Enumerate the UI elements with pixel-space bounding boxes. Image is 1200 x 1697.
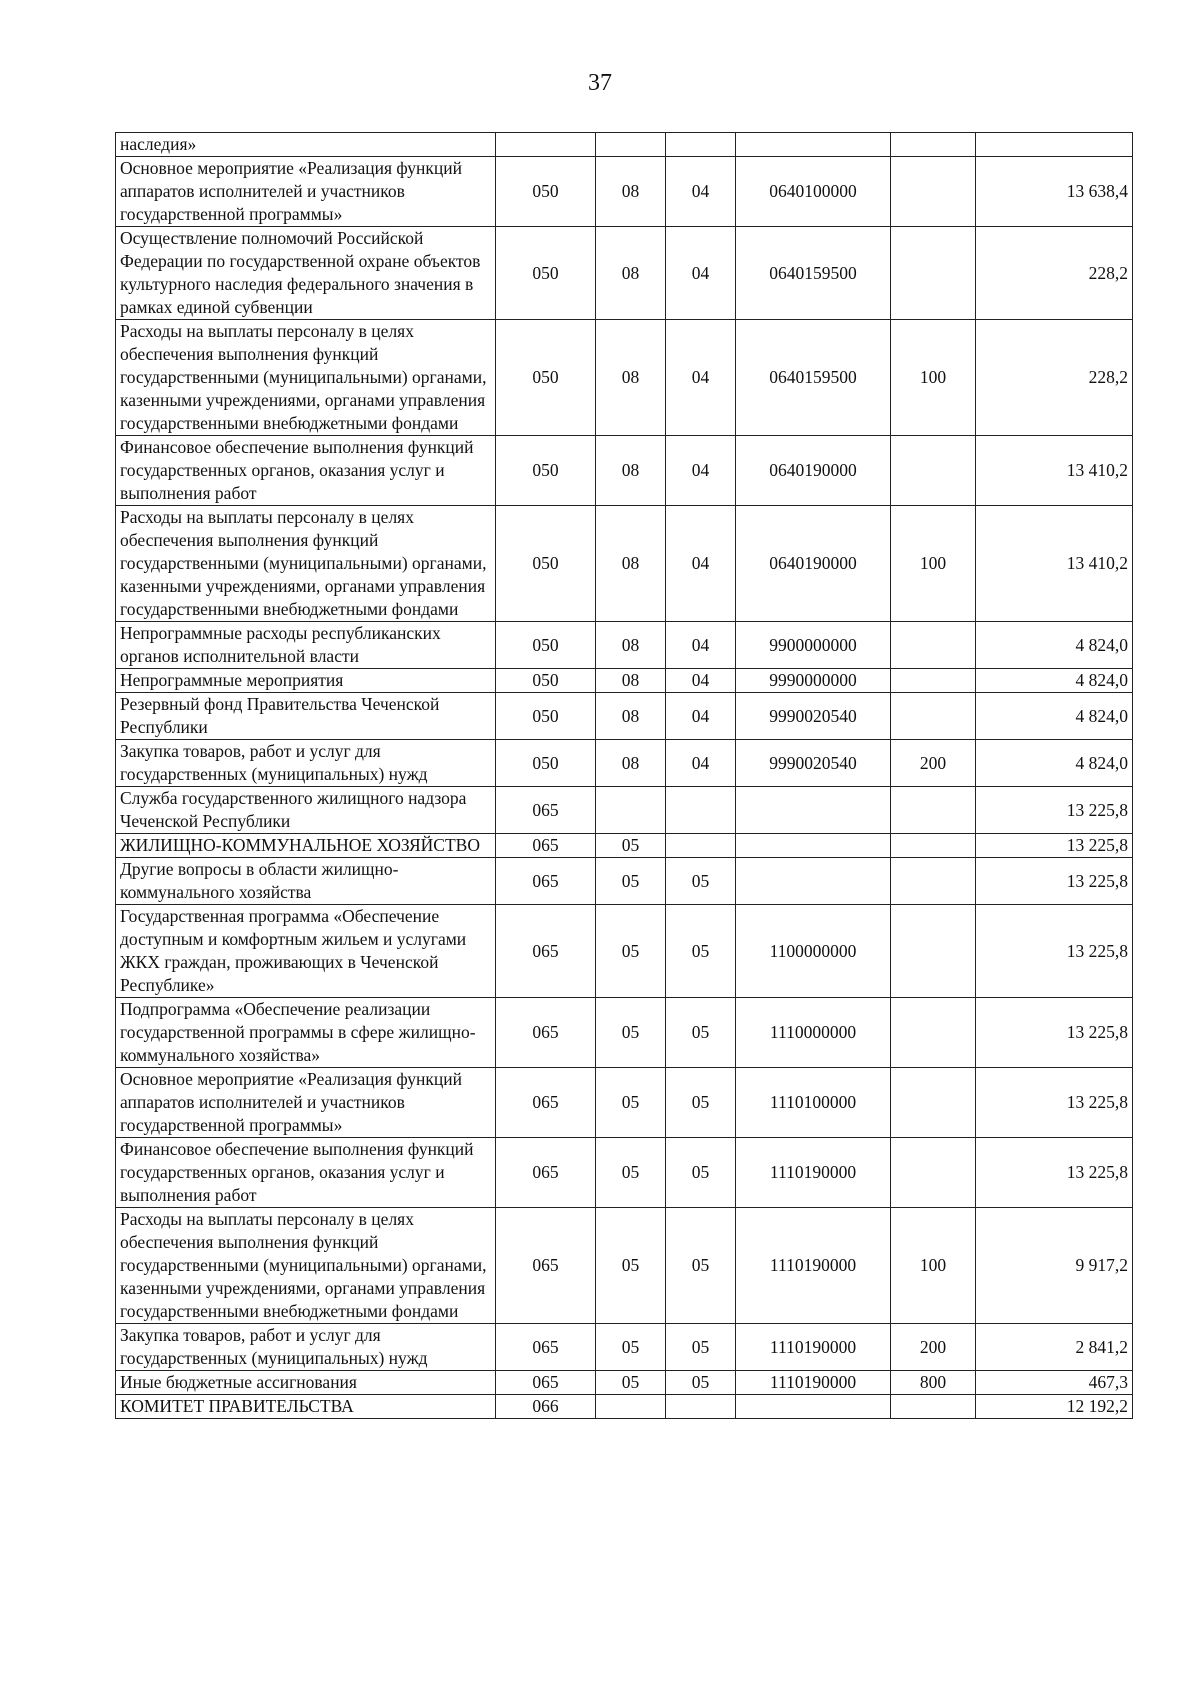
- cell-subsection-code: 04: [666, 669, 736, 693]
- cell-expense-type: [891, 622, 976, 669]
- cell-target-article: 9990020540: [736, 693, 891, 740]
- cell-target-article: 1110190000: [736, 1324, 891, 1371]
- cell-amount: 4 824,0: [976, 740, 1133, 787]
- cell-name: Резервный фонд Правительства Чеченской Республики: [116, 693, 496, 740]
- cell-name: Расходы на выплаты персоналу в целях обеспечения выполнения функций государственными (муниципальными) органами, казенными учреждениями, органами управления государственными внебюджетными фондами: [116, 1208, 496, 1324]
- cell-name: Подпрограмма «Обеспечение реализации государственной программы в сфере жилищно-коммунального хозяйства»: [116, 998, 496, 1068]
- table-row: [116, 320, 1133, 436]
- cell-expense-type: 200: [891, 740, 976, 787]
- cell-subsection-code: 05: [666, 858, 736, 905]
- cell-amount: 2 841,2: [976, 1324, 1133, 1371]
- cell-amount: 13 410,2: [976, 436, 1133, 506]
- cell-ministry-code: 065: [496, 1324, 596, 1371]
- cell-ministry-code: 065: [496, 998, 596, 1068]
- cell-section-code: 05: [596, 834, 666, 858]
- cell-amount: 13 225,8: [976, 787, 1133, 834]
- table-row: [116, 787, 1133, 834]
- cell-subsection-code: 04: [666, 622, 736, 669]
- cell-subsection-code: 04: [666, 227, 736, 320]
- cell-section-code: 08: [596, 740, 666, 787]
- cell-name: Финансовое обеспечение выполнения функций государственных органов, оказания услуг и выполнения работ: [116, 436, 496, 506]
- page-number: 37: [588, 70, 612, 96]
- cell-ministry-code: 066: [496, 1395, 596, 1419]
- cell-target-article: 0640100000: [736, 157, 891, 227]
- cell-amount: 9 917,2: [976, 1208, 1133, 1324]
- cell-section-code: [596, 133, 666, 157]
- cell-section-code: [596, 787, 666, 834]
- cell-expense-type: [891, 1138, 976, 1208]
- cell-ministry-code: 050: [496, 693, 596, 740]
- cell-amount: 4 824,0: [976, 622, 1133, 669]
- table-row: [116, 133, 1133, 157]
- cell-target-article: 9990000000: [736, 669, 891, 693]
- cell-section-code: 05: [596, 1138, 666, 1208]
- cell-name: Государственная программа «Обеспечение доступным и комфортным жильем и услугами ЖКХ граждан, проживающих в Чеченской Республике»: [116, 905, 496, 998]
- cell-expense-type: 100: [891, 1208, 976, 1324]
- cell-section-code: 08: [596, 436, 666, 506]
- cell-ministry-code: 050: [496, 506, 596, 622]
- cell-section-code: 05: [596, 998, 666, 1068]
- cell-expense-type: [891, 227, 976, 320]
- cell-name: КОМИТЕТ ПРАВИТЕЛЬСТВА: [116, 1395, 496, 1419]
- cell-target-article: 0640159500: [736, 227, 891, 320]
- cell-expense-type: [891, 1068, 976, 1138]
- cell-ministry-code: 050: [496, 740, 596, 787]
- cell-section-code: [596, 1395, 666, 1419]
- cell-name: Осуществление полномочий Российской Федерации по государственной охране объектов культурного наследия федерального значения в рамках единой субвенции: [116, 227, 496, 320]
- cell-target-article: [736, 133, 891, 157]
- table-row: [116, 998, 1133, 1068]
- cell-amount: 12 192,2: [976, 1395, 1133, 1419]
- cell-name: Расходы на выплаты персоналу в целях обеспечения выполнения функций государственными (муниципальными) органами, казенными учреждениями, органами управления государственными внебюджетными фондами: [116, 320, 496, 436]
- cell-target-article: 1110000000: [736, 998, 891, 1068]
- cell-ministry-code: 065: [496, 905, 596, 998]
- cell-name: Финансовое обеспечение выполнения функций государственных органов, оказания услуг и выполнения работ: [116, 1138, 496, 1208]
- table-row: [116, 1068, 1133, 1138]
- cell-amount: 13 225,8: [976, 834, 1133, 858]
- cell-ministry-code: 050: [496, 157, 596, 227]
- cell-target-article: [736, 834, 891, 858]
- cell-section-code: 05: [596, 1324, 666, 1371]
- budget-table: [115, 132, 1133, 1419]
- cell-amount: 13 225,8: [976, 1138, 1133, 1208]
- table-row: [116, 669, 1133, 693]
- table-body: [116, 133, 1133, 1419]
- cell-expense-type: 200: [891, 1324, 976, 1371]
- cell-name: Закупка товаров, работ и услуг для государственных (муниципальных) нужд: [116, 740, 496, 787]
- cell-section-code: 05: [596, 905, 666, 998]
- cell-name: наследия»: [116, 133, 496, 157]
- cell-target-article: 0640190000: [736, 506, 891, 622]
- cell-target-article: 0640190000: [736, 436, 891, 506]
- cell-subsection-code: 05: [666, 905, 736, 998]
- cell-section-code: 05: [596, 1208, 666, 1324]
- cell-expense-type: [891, 157, 976, 227]
- cell-target-article: 1110190000: [736, 1208, 891, 1324]
- cell-expense-type: [891, 834, 976, 858]
- cell-amount: 4 824,0: [976, 669, 1133, 693]
- cell-target-article: 1110190000: [736, 1138, 891, 1208]
- cell-name: Другие вопросы в области жилищно-коммунального хозяйства: [116, 858, 496, 905]
- cell-section-code: 08: [596, 320, 666, 436]
- cell-ministry-code: 065: [496, 858, 596, 905]
- cell-section-code: 08: [596, 157, 666, 227]
- cell-subsection-code: 05: [666, 1138, 736, 1208]
- cell-expense-type: [891, 905, 976, 998]
- cell-ministry-code: 050: [496, 669, 596, 693]
- cell-section-code: 08: [596, 506, 666, 622]
- cell-ministry-code: 050: [496, 436, 596, 506]
- cell-name: Основное мероприятие «Реализация функций аппаратов исполнителей и участников государственной программы»: [116, 157, 496, 227]
- cell-target-article: 1110190000: [736, 1371, 891, 1395]
- cell-subsection-code: 04: [666, 320, 736, 436]
- table-row: [116, 227, 1133, 320]
- table-row: [116, 157, 1133, 227]
- table-row: [116, 905, 1133, 998]
- table-row: [116, 858, 1133, 905]
- cell-target-article: 9990020540: [736, 740, 891, 787]
- table-row: [116, 1371, 1133, 1395]
- cell-subsection-code: 04: [666, 740, 736, 787]
- cell-ministry-code: 065: [496, 834, 596, 858]
- table-row: [116, 740, 1133, 787]
- table-row: [116, 834, 1133, 858]
- cell-name: ЖИЛИЩНО-КОММУНАЛЬНОЕ ХОЗЯЙСТВО: [116, 834, 496, 858]
- cell-target-article: 0640159500: [736, 320, 891, 436]
- cell-ministry-code: 065: [496, 1371, 596, 1395]
- cell-amount: 13 225,8: [976, 858, 1133, 905]
- cell-target-article: [736, 787, 891, 834]
- cell-section-code: 08: [596, 622, 666, 669]
- cell-section-code: 08: [596, 227, 666, 320]
- cell-subsection-code: 05: [666, 1371, 736, 1395]
- cell-amount: 467,3: [976, 1371, 1133, 1395]
- table-row: [116, 1324, 1133, 1371]
- cell-name: Непрограммные мероприятия: [116, 669, 496, 693]
- cell-subsection-code: 04: [666, 436, 736, 506]
- cell-expense-type: [891, 858, 976, 905]
- cell-ministry-code: 065: [496, 1208, 596, 1324]
- cell-subsection-code: 05: [666, 1324, 736, 1371]
- cell-ministry-code: [496, 133, 596, 157]
- cell-ministry-code: 050: [496, 227, 596, 320]
- table-row: [116, 622, 1133, 669]
- cell-section-code: 08: [596, 693, 666, 740]
- cell-target-article: 1110100000: [736, 1068, 891, 1138]
- cell-expense-type: [891, 669, 976, 693]
- cell-expense-type: [891, 1395, 976, 1419]
- cell-name: Служба государственного жилищного надзора Чеченской Республики: [116, 787, 496, 834]
- cell-subsection-code: [666, 787, 736, 834]
- cell-target-article: [736, 858, 891, 905]
- table-row: [116, 506, 1133, 622]
- cell-subsection-code: 04: [666, 157, 736, 227]
- cell-expense-type: 100: [891, 506, 976, 622]
- cell-amount: 13 638,4: [976, 157, 1133, 227]
- cell-name: Закупка товаров, работ и услуг для государственных (муниципальных) нужд: [116, 1324, 496, 1371]
- cell-ministry-code: 050: [496, 320, 596, 436]
- cell-expense-type: [891, 787, 976, 834]
- cell-amount: 13 225,8: [976, 998, 1133, 1068]
- cell-expense-type: [891, 693, 976, 740]
- cell-amount: 4 824,0: [976, 693, 1133, 740]
- cell-ministry-code: 065: [496, 1068, 596, 1138]
- cell-name: Основное мероприятие «Реализация функций аппаратов исполнителей и участников государственной программы»: [116, 1068, 496, 1138]
- cell-subsection-code: 05: [666, 1068, 736, 1138]
- cell-ministry-code: 065: [496, 787, 596, 834]
- table-row: [116, 436, 1133, 506]
- cell-subsection-code: [666, 1395, 736, 1419]
- cell-expense-type: [891, 133, 976, 157]
- cell-subsection-code: [666, 834, 736, 858]
- cell-ministry-code: 050: [496, 622, 596, 669]
- cell-subsection-code: [666, 133, 736, 157]
- cell-expense-type: 800: [891, 1371, 976, 1395]
- cell-amount: 228,2: [976, 320, 1133, 436]
- cell-amount: 13 410,2: [976, 506, 1133, 622]
- cell-amount: 228,2: [976, 227, 1133, 320]
- cell-target-article: 1100000000: [736, 905, 891, 998]
- table-row: [116, 1395, 1133, 1419]
- cell-subsection-code: 05: [666, 998, 736, 1068]
- cell-expense-type: 100: [891, 320, 976, 436]
- cell-ministry-code: 065: [496, 1138, 596, 1208]
- cell-subsection-code: 04: [666, 506, 736, 622]
- cell-subsection-code: 05: [666, 1208, 736, 1324]
- cell-name: Непрограммные расходы республиканских органов исполнительной власти: [116, 622, 496, 669]
- cell-section-code: 05: [596, 1371, 666, 1395]
- cell-target-article: 9900000000: [736, 622, 891, 669]
- table-row: [116, 1208, 1133, 1324]
- cell-expense-type: [891, 436, 976, 506]
- cell-name: Расходы на выплаты персоналу в целях обеспечения выполнения функций государственными (муниципальными) органами, казенными учреждениями, органами управления государственными внебюджетными фондами: [116, 506, 496, 622]
- cell-section-code: 08: [596, 669, 666, 693]
- cell-amount: 13 225,8: [976, 905, 1133, 998]
- cell-amount: [976, 133, 1133, 157]
- cell-section-code: 05: [596, 1068, 666, 1138]
- cell-section-code: 05: [596, 858, 666, 905]
- table-row: [116, 693, 1133, 740]
- table-row: [116, 1138, 1133, 1208]
- cell-amount: 13 225,8: [976, 1068, 1133, 1138]
- cell-name: Иные бюджетные ассигнования: [116, 1371, 496, 1395]
- cell-expense-type: [891, 998, 976, 1068]
- cell-target-article: [736, 1395, 891, 1419]
- cell-subsection-code: 04: [666, 693, 736, 740]
